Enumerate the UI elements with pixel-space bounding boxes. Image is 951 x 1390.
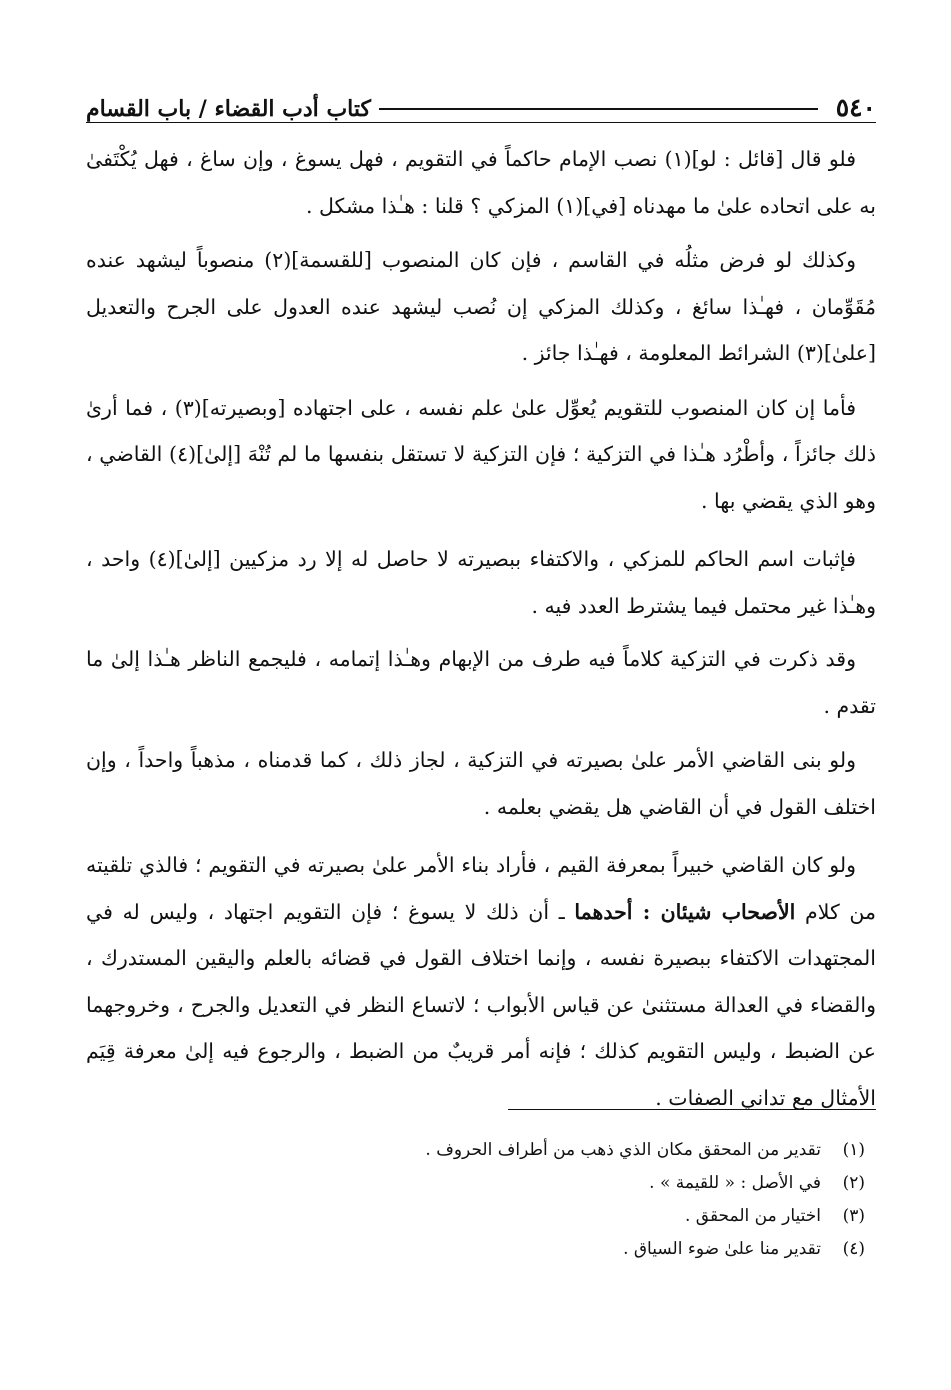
footnotes [165,1134,865,1266]
footnote-separator [508,1109,876,1110]
main-text [86,136,876,1133]
paragraph-7-rest: ـ أن ذلك لا يسوغ ؛ فإن التقويم اجتهاد ، وليس له في المجتهدات الاكتفاء ببصيرة نفسه ، وإنما اختلاف القول في قضائه بالعلم واليقين المستدرك ، والقضاء في العدالة مستثنىٰ عن قياس الأبواب ؛ لاتساع النظر في التعديل والجرح ، وخروجهما عن الضبط ، وليس التقويم كذلك ؛ فإنه أمر قريبٌ من الضبط ، والرجوع فيه إلىٰ معرفة قِيَم الأمثال مع تداني الصفات . [86,899,876,1110]
footnote-text: في الأصل : « للقيمة » . [649,1173,821,1193]
footnote-text: تقدير منا علىٰ ضوء السياق . [623,1239,821,1259]
paragraph-7-start: ولو كان القاضي خبيراً بمعرفة القيم ، فأراد بناء الأمر علىٰ بصيرته في التقويم ؛ فالذي تلقيته من كلام [86,853,876,924]
footnote-4 [165,1233,865,1266]
paragraph-5: وقد ذكرت في التزكية كلاماً فيه طرف من الإبهام وهـٰذا إتمامه ، فليجمع الناظر هـٰذا إلىٰ ما تقدم . [86,647,876,718]
running-header [86,78,876,122]
paragraph-4: فإثبات اسم الحاكم للمزكي ، والاكتفاء ببصيرته لا حاصل له إلا رد مزكيين [إلىٰ](٤) واحد ، وهـٰذا غير محتمل فيما يشترط العدد فيه . [86,547,876,618]
footnote-number: (٤) [842,1239,865,1259]
footnote-number: (٢) [842,1173,865,1193]
footnote-1 [165,1134,865,1167]
paragraph-6: ولو بنى القاضي الأمر علىٰ بصيرته في التزكية ، لجاز ذلك ، كما قدمناه ، مذهباً واحداً ، وإن اختلف القول في أن القاضي هل يقضي بعلمه . [86,748,876,819]
footnote-number: (٣) [842,1206,865,1226]
paragraph-2: وكذلك لو فرض مثلُه في القاسم ، فإن كان المنصوب [للقسمة](٢) منصوباً ليشهد عنده مُقَوِّمان ، فهـٰذا سائغ ، وكذلك المزكي إن نُصب ليشهد عنده العدول على الجرح والتعديل [علىٰ](٣) الشرائط المعلومة ، فهـٰذا جائز . [86,248,876,365]
paragraph-7 [86,842,876,1121]
paragraph-3: فأما إن كان المنصوب للتقويم يُعوِّل علىٰ علم نفسه ، على اجتهاده [وبصيرته](٣) ، فما أرىٰ ذلك جائزاً ، وأطْرُد هـٰذا في التزكية ؛ فإن التزكية لا تستقل بنفسها ما لم تُنْهَ [إلىٰ](٤) القاضي ، وهو الذي يقضي بها . [86,395,876,513]
header-rule [86,122,876,123]
footnote-text: تقدير من المحقق مكان الذي ذهب من أطراف الحروف . [425,1140,821,1160]
footnote-3 [165,1200,865,1233]
footnote-number: (١) [842,1140,865,1160]
page-number: ٥٤٠ [835,93,876,122]
running-title: كتاب أدب القضاء / باب القسام [86,96,371,122]
header-dash-line [379,108,818,110]
paragraph-7-bold: الأصحاب شيئان : أحدهما [574,899,796,924]
paragraph-1: فلو قال [قائل : لو](١) نصب الإمام حاكماً في التقويم ، فهل يسوغ ، وإن ساغ ، فهل يُكْتَفىٰ به على اتحاده علىٰ ما مهدناه [في](١) المزكي ؟ قلنا : هـٰذا مشكل . [86,147,876,218]
footnote-2 [165,1167,865,1200]
footnote-text: اختيار من المحقق . [684,1206,821,1226]
